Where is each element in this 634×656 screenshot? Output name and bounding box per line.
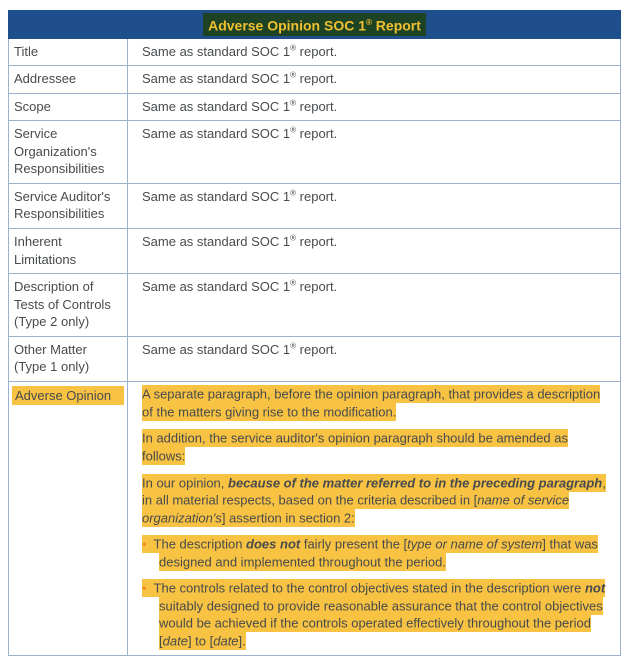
table-header-row — [9, 11, 621, 39]
row-content-cell — [128, 381, 621, 655]
table-row — [9, 229, 621, 274]
bullet-icon: • — [142, 580, 154, 596]
text-segment: suitably designed to provide reasonable assurance that the control objectives would be achieved if the controls operated effectively throughout the period [ — [159, 598, 603, 649]
bullet-item — [142, 580, 610, 650]
paragraph — [142, 386, 610, 421]
row-label: Scope — [9, 93, 128, 121]
text-segment: In addition, the service auditor's opinion paragraph should be amended as follows: — [142, 430, 568, 464]
text-segment: ] that was designed and implemented throughout the period. — [159, 536, 598, 570]
text-segment: type or name of system — [407, 536, 543, 552]
text-segment: because of the matter referred to in the preceding paragraph — [228, 475, 603, 491]
text-segment: does not — [246, 536, 301, 552]
row-label: Other Matter (Type 1 only) — [9, 336, 128, 381]
text-segment: ] to [ — [187, 633, 214, 649]
bullet-item — [142, 536, 610, 571]
row-label: Inherent Limitations — [9, 229, 128, 274]
table-row-adverse-opinion — [9, 381, 621, 655]
table-header — [9, 11, 621, 39]
row-label: Service Auditor's Responsibilities — [9, 183, 128, 228]
row-content: Same as standard SOC 1® report. — [128, 183, 621, 228]
row-content: Same as standard SOC 1® report. — [128, 66, 621, 94]
row-content: Same as standard SOC 1® report. — [128, 229, 621, 274]
text-segment: fairly present the [ — [300, 536, 408, 552]
text-segment: ] assertion in section 2: — [221, 510, 355, 526]
table-title: Adverse Opinion SOC 1® Report — [203, 13, 426, 36]
paragraph — [142, 474, 610, 527]
row-label: Addressee — [9, 66, 128, 94]
text-segment: The description — [153, 536, 247, 552]
row-content: Same as standard SOC 1® report. — [128, 93, 621, 121]
paragraph — [142, 430, 610, 465]
row-label: Service Organization's Responsibilities — [9, 121, 128, 184]
table-row — [9, 274, 621, 337]
text-segment: The controls related to the control objectives stated in the description were — [153, 580, 585, 596]
text-segment: date — [162, 633, 188, 649]
text-segment: A separate paragraph, before the opinion paragraph, that provides a description of the matters giving rise to the modification. — [142, 386, 601, 420]
adverse-opinion-content — [142, 386, 610, 650]
table-row — [9, 93, 621, 121]
row-label: Title — [9, 38, 128, 66]
row-content: Same as standard SOC 1® report. — [128, 38, 621, 66]
text-segment: date — [213, 633, 239, 649]
row-label: Description of Tests of Controls (Type 2 only) — [9, 274, 128, 337]
text-segment: name of service organization's — [142, 492, 570, 526]
row-label: Adverse Opinion — [12, 386, 124, 406]
soc1-adverse-opinion-table — [8, 10, 621, 656]
table-row — [9, 336, 621, 381]
bullet-icon: • — [142, 536, 154, 552]
text-segment: ]. — [238, 633, 246, 649]
table-row — [9, 183, 621, 228]
text-segment: , in all material respects, based on the criteria described in [ — [142, 475, 606, 508]
row-label-cell — [9, 381, 128, 655]
row-content: Same as standard SOC 1® report. — [128, 274, 621, 337]
text-segment: In our opinion, — [142, 475, 229, 491]
row-content: Same as standard SOC 1® report. — [128, 336, 621, 381]
table-row — [9, 121, 621, 184]
text-segment: not — [584, 580, 606, 596]
table-row — [9, 38, 621, 66]
table-row — [9, 66, 621, 94]
row-content: Same as standard SOC 1® report. — [128, 121, 621, 184]
